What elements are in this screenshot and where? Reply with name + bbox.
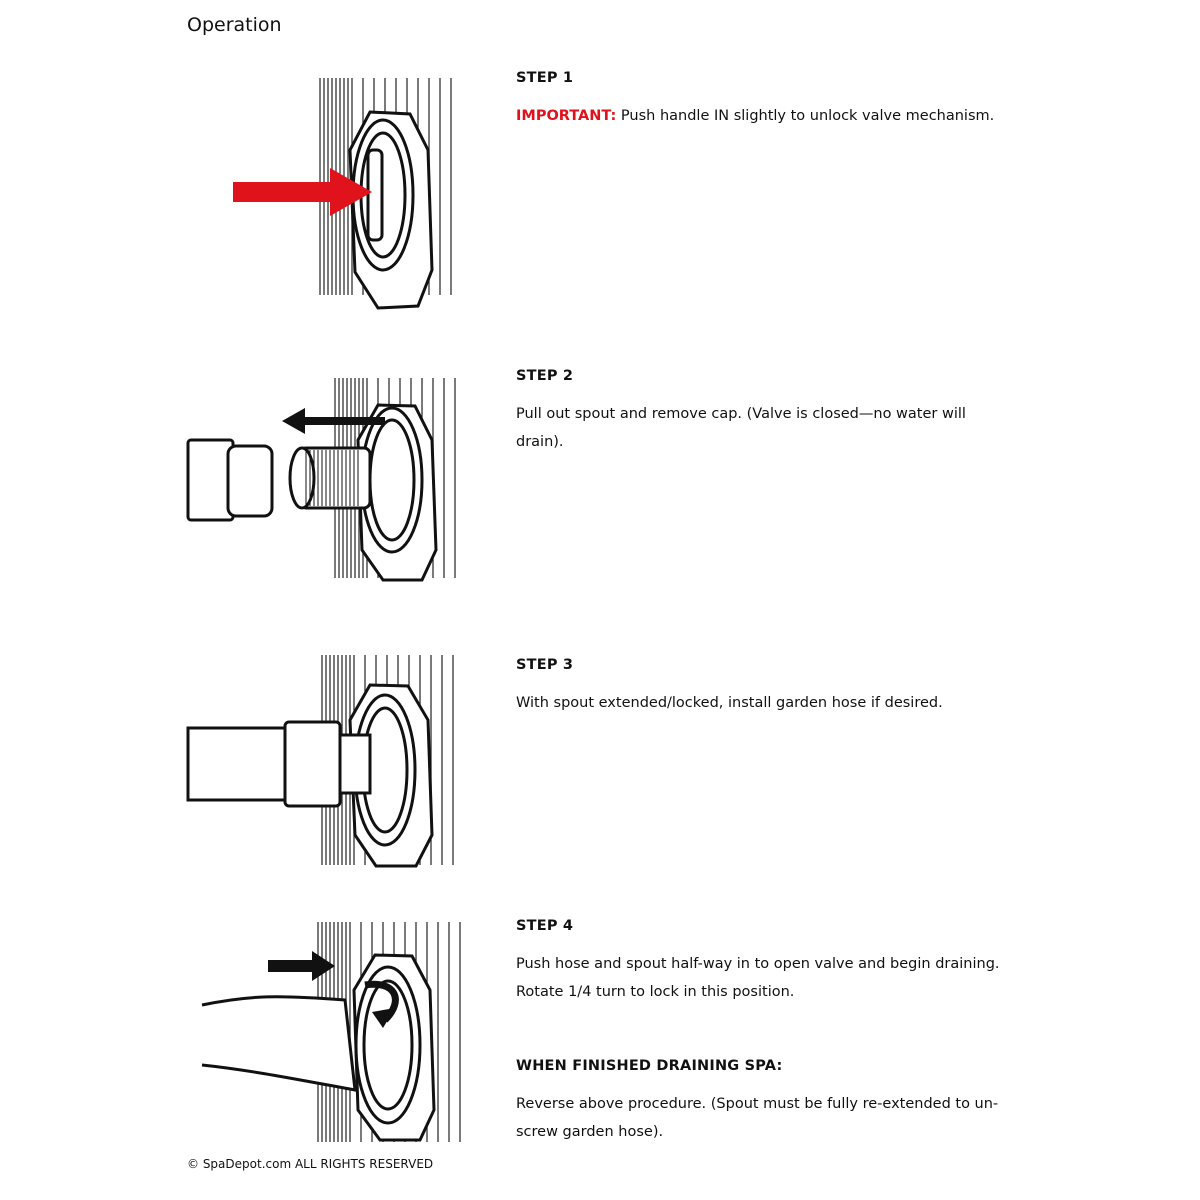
push-arrow-icon (268, 951, 335, 981)
step2-title: STEP 2 (516, 368, 574, 384)
step3-valve-illustration (188, 685, 432, 866)
step4-text-line1: Push hose and spout half-way in to open valve and begin draining. (516, 956, 1000, 972)
important-label: IMPORTANT: (516, 108, 617, 124)
step3-title: STEP 3 (516, 657, 574, 673)
section-title: Operation (187, 14, 282, 36)
step4-title: STEP 4 (516, 918, 574, 934)
step3-text: With spout extended/locked, install garden hose if desired. (516, 695, 943, 711)
garden-hose (202, 997, 355, 1090)
finished-text: Reverse above procedure. (Spout must be fully re-extended to un-screw garden hose). (516, 1096, 999, 1140)
garden-hose (188, 728, 288, 800)
copyright-footer: © SpaDepot.com ALL RIGHTS RESERVED (187, 1157, 434, 1171)
step4-text-line2: Rotate 1/4 turn to lock in this position. (516, 984, 795, 1000)
step2-valve-illustration (188, 405, 436, 580)
step1-text (516, 102, 1046, 130)
step2-text: Pull out spout and remove cap. (Valve is closed—no water will drain). (516, 406, 966, 450)
step1-title: STEP 1 (516, 70, 574, 86)
step1-valve-illustration (350, 112, 432, 308)
step1-instruction: Push handle IN slightly to unlock valve mechanism. (616, 108, 995, 124)
finished-title: WHEN FINISHED DRAINING SPA: (516, 1058, 783, 1074)
cap (188, 440, 233, 520)
hose-coupling (285, 722, 340, 806)
